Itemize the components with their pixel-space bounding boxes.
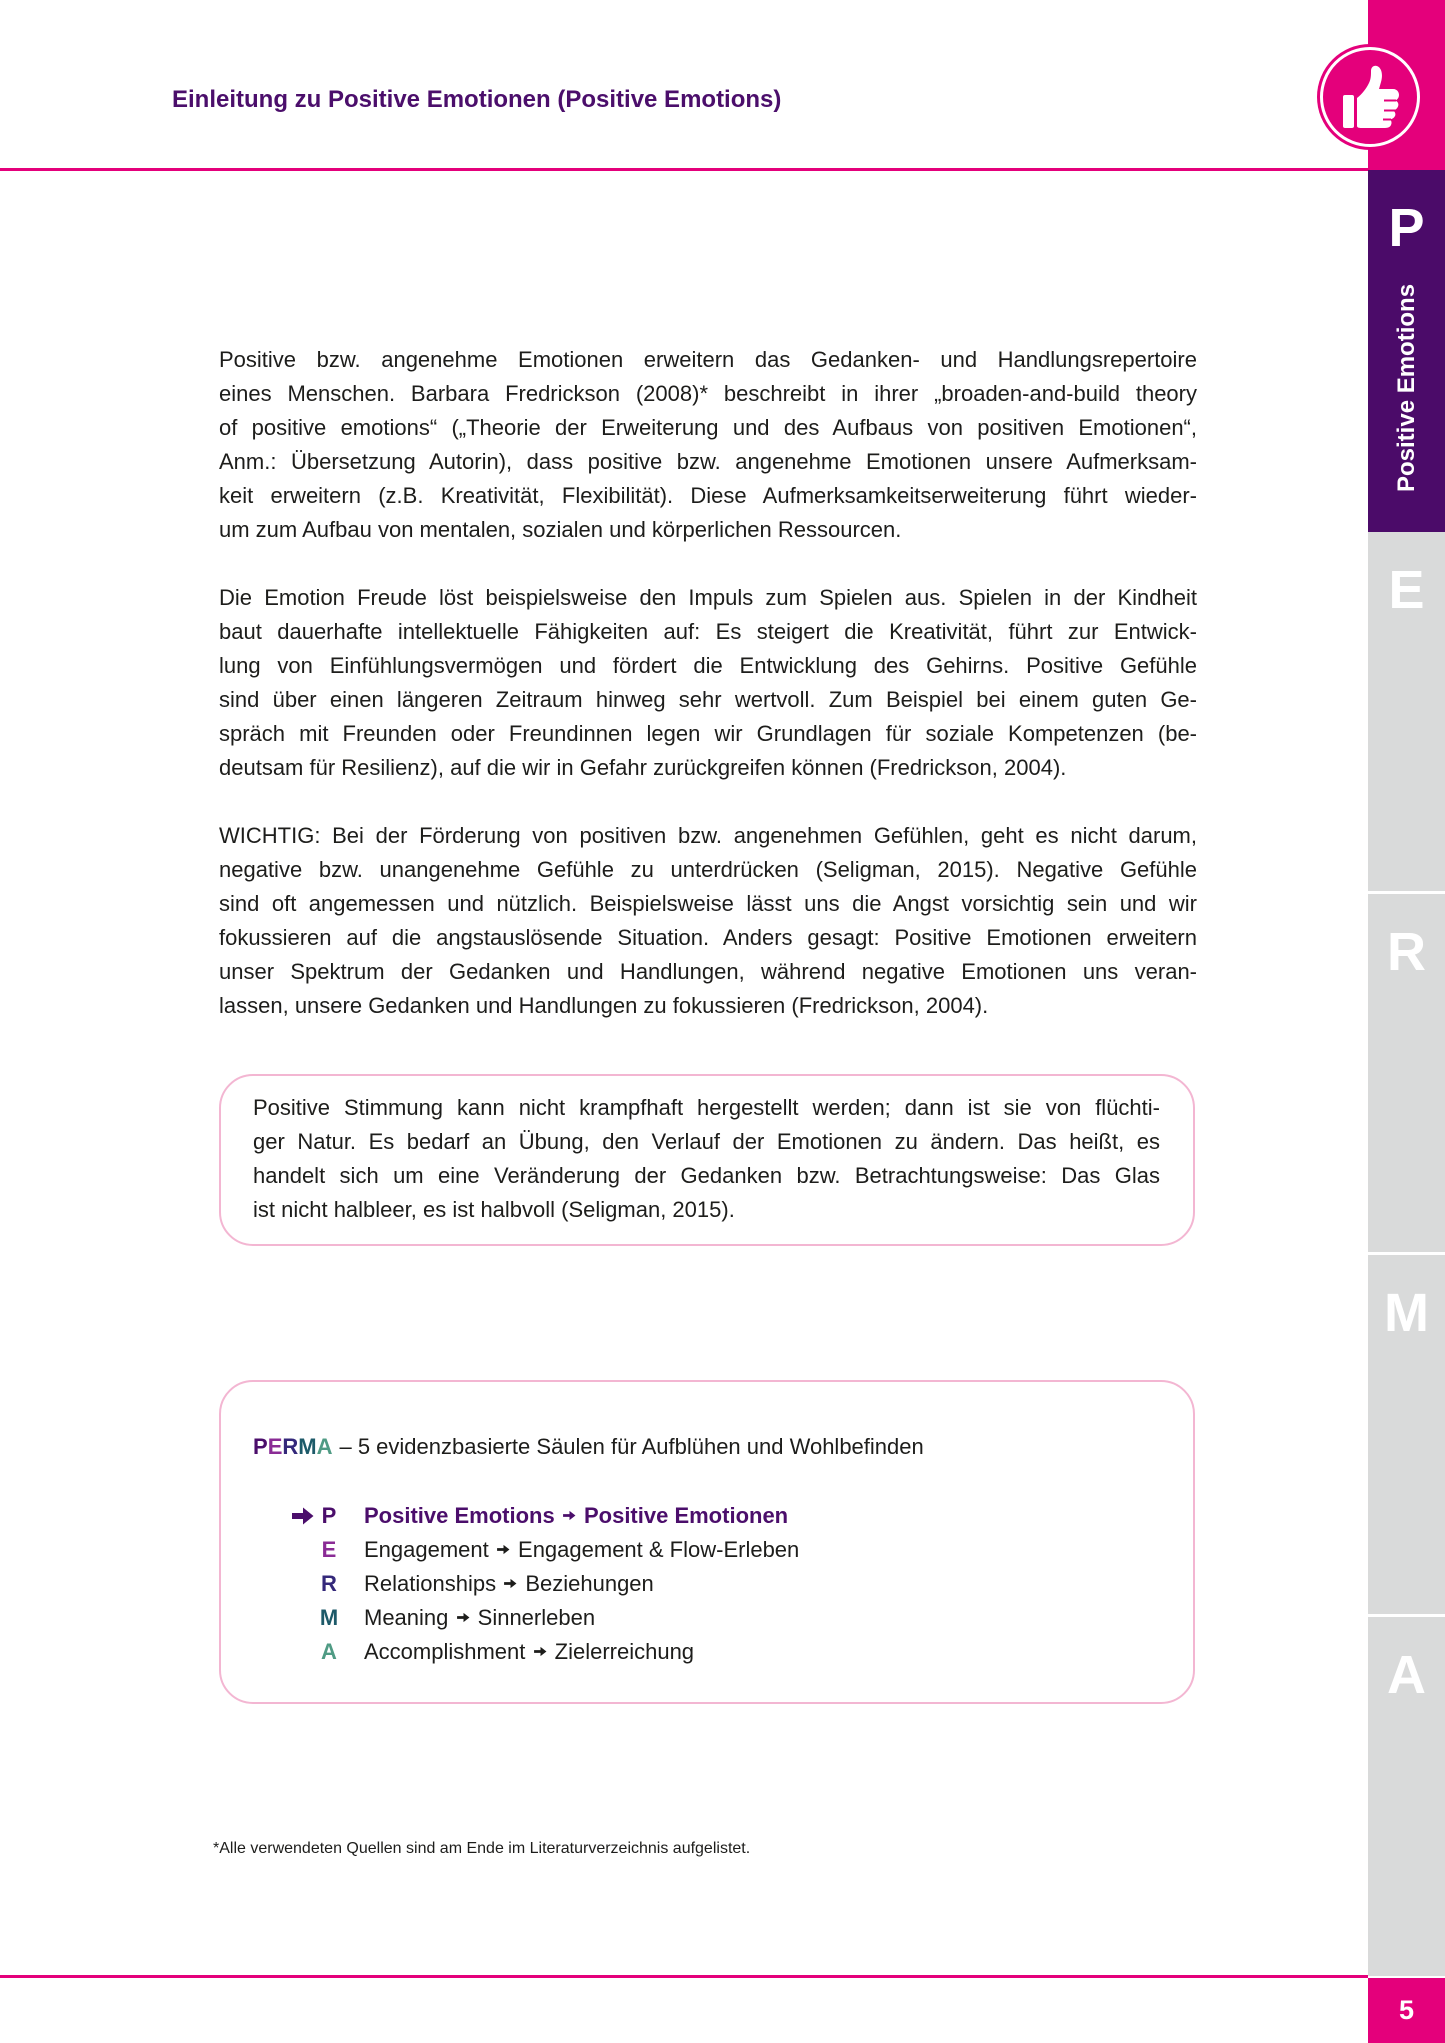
sidebar-tab-m [1368,1255,1445,1614]
text-line: Die Emotion Freude löst beispielsweise den Impuls zum Spielen aus. Spielen in der Kindheit [219,585,1197,610]
sidebar-tab-p [1368,170,1445,532]
text-line: sind oft angemessen und nützlich. Beispielsweise lässt uns die Angst vorsichtig sein und wir [219,891,1197,916]
footnote: *Alle verwendeten Quellen sind am Ende im Literaturverzeichnis aufgelistet. [213,1840,751,1857]
text-line: lung von Einfühlungsvermögen und fördert die Entwicklung des Gehirns. Positive Gefühle [219,653,1197,678]
pillar-text [364,1635,694,1669]
pillar-term-en: Accomplishment [364,1639,526,1664]
sidebar-tab-letter: R [1387,922,1426,982]
pillar-letter: A [321,1639,337,1664]
text-line: negative bzw. unangenehme Gefühle zu unterdrücken (Seligman, 2015). Negative Gefühle [219,857,1197,882]
text-line: Anm.: Übersetzung Autorin), dass positive bzw. angenehme Emotionen unsere Aufmerksam- [219,449,1197,474]
pillar-text [364,1567,654,1601]
pillar-term-de: Engagement & Flow-Erleben [518,1537,800,1562]
perma-letter: E [267,1434,283,1459]
sidebar-tab-letter: P [1388,198,1425,258]
paragraph-3 [219,819,1197,1023]
pillar-row-r [221,1567,1193,1601]
perma-title [253,1430,924,1464]
text-line: lassen, unsere Gedanken und Handlungen zu fokussieren (Fredrickson, 2004). [219,993,989,1018]
text-line: ist nicht halbleer, es ist halbvoll (Seligman, 2015). [253,1197,735,1222]
perma-letter: P [253,1434,268,1459]
arrow-right-icon [497,1544,510,1555]
body-text [219,343,1197,1057]
pillar-term-en: Positive Emotions [364,1503,555,1528]
pillar-row-p [221,1499,1193,1533]
text-line: Positive Stimmung kann nicht krampfhaft hergestellt werden; dann ist sie von flüchti- [253,1095,1160,1120]
current-pillar-arrow-icon [292,1507,314,1525]
pillar-letter: P [321,1503,337,1528]
perma-subtitle: – 5 evidenzbasierte Säulen für Aufblühen und Wohlbefinden [339,1434,924,1459]
pillar-term-de: Positive Emotionen [583,1503,789,1528]
pillar-letter: E [321,1537,337,1562]
pillar-term-en: Engagement [364,1537,489,1562]
text-line: spräch mit Freunden oder Freundinnen legen wir Grundlagen für soziale Kompetenzen (be- [219,721,1197,746]
pillar-row-m [221,1601,1193,1635]
pillar-letter: R [321,1571,337,1596]
paragraph-1 [219,343,1197,547]
sidebar-tab-r [1368,894,1445,1252]
text-line: um zum Aufbau von mentalen, sozialen und körperlichen Ressourcen. [219,517,902,542]
perma-box [219,1380,1195,1704]
text-line: sind über einen längeren Zeitraum hinweg sehr wertvoll. Zum Beispiel bei einem guten Ge- [219,687,1197,712]
pillar-row-e [221,1533,1193,1567]
callout-box [219,1074,1195,1246]
pillar-term-de: Sinnerleben [477,1605,596,1630]
pillar-row-a [221,1635,1193,1669]
text-line: of positive emotions“ („Theorie der Erweiterung und des Aufbaus von positiven Emotionen“, [219,415,1197,440]
arrow-right-icon [504,1578,517,1589]
text-line: WICHTIG: Bei der Förderung von positiven bzw. angenehmen Gefühlen, geht es nicht darum, [219,823,1197,848]
sidebar-tab-e [1368,532,1445,891]
sidebar-tab-letter: A [1387,1645,1426,1705]
text-line: ger Natur. Es bedarf an Übung, den Verlauf der Emotionen zu ändern. Das heißt, es [253,1129,1160,1154]
text-line: handelt sich um eine Veränderung der Gedanken bzw. Betrachtungsweise: Das Glas [253,1163,1160,1188]
arrow-right-icon [457,1612,470,1623]
text-line: baut dauerhafte intellektuelle Fähigkeiten auf: Es steigert die Kreativität, führt zur Entwick- [219,619,1197,644]
pillar-letter: M [319,1605,339,1630]
sidebar-section-label: Positive Emotions [1393,283,1420,493]
sidebar-tab-a [1368,1617,1445,1976]
text-line: fokussieren auf die angstauslösende Situation. Anders gesagt: Positive Emotionen erweitern [219,925,1197,950]
paragraph-2 [219,581,1197,785]
pillar-term-de: Beziehungen [525,1571,654,1596]
page-title: Einleitung zu Positive Emotionen (Positive Emotions) [172,86,782,113]
pillar-text [364,1601,595,1635]
text-line: deutsam für Resilienz), auf die wir in Gefahr zurückgreifen können (Fredrickson, 2004). [219,755,1067,780]
text-line: eines Menschen. Barbara Fredrickson (2008)* beschreibt in ihrer „broaden-and-build theory [219,381,1197,406]
pillar-term-de: Zielerreichung [554,1639,695,1664]
header-divider [0,168,1368,171]
text-line: unser Spektrum der Gedanken und Handlungen, während negative Emotionen uns veran- [219,959,1197,984]
footer-divider [0,1975,1368,1978]
pillar-text [364,1533,799,1567]
pillar-text [364,1499,788,1533]
sidebar-tab-letter: E [1388,560,1425,620]
text-line: keit erweitern (z.B. Kreativität, Flexibilität). Diese Aufmerksamkeitserweiterung führt wieder- [219,483,1197,508]
pillar-term-en: Meaning [364,1605,449,1630]
arrow-right-icon [563,1510,576,1521]
perma-letter: M [298,1434,317,1459]
page-number: 5 [1398,1995,1415,2025]
page-number-tab [1368,1978,1445,2043]
pillar-term-en: Relationships [364,1571,497,1596]
perma-letter: A [316,1434,333,1459]
arrow-right-icon [534,1646,547,1657]
perma-letter: R [282,1434,299,1459]
thumbs-up-icon [1316,43,1424,151]
sidebar-tab-letter: M [1384,1283,1429,1343]
text-line: Positive bzw. angenehme Emotionen erweitern das Gedanken- und Handlungsrepertoire [219,347,1197,372]
